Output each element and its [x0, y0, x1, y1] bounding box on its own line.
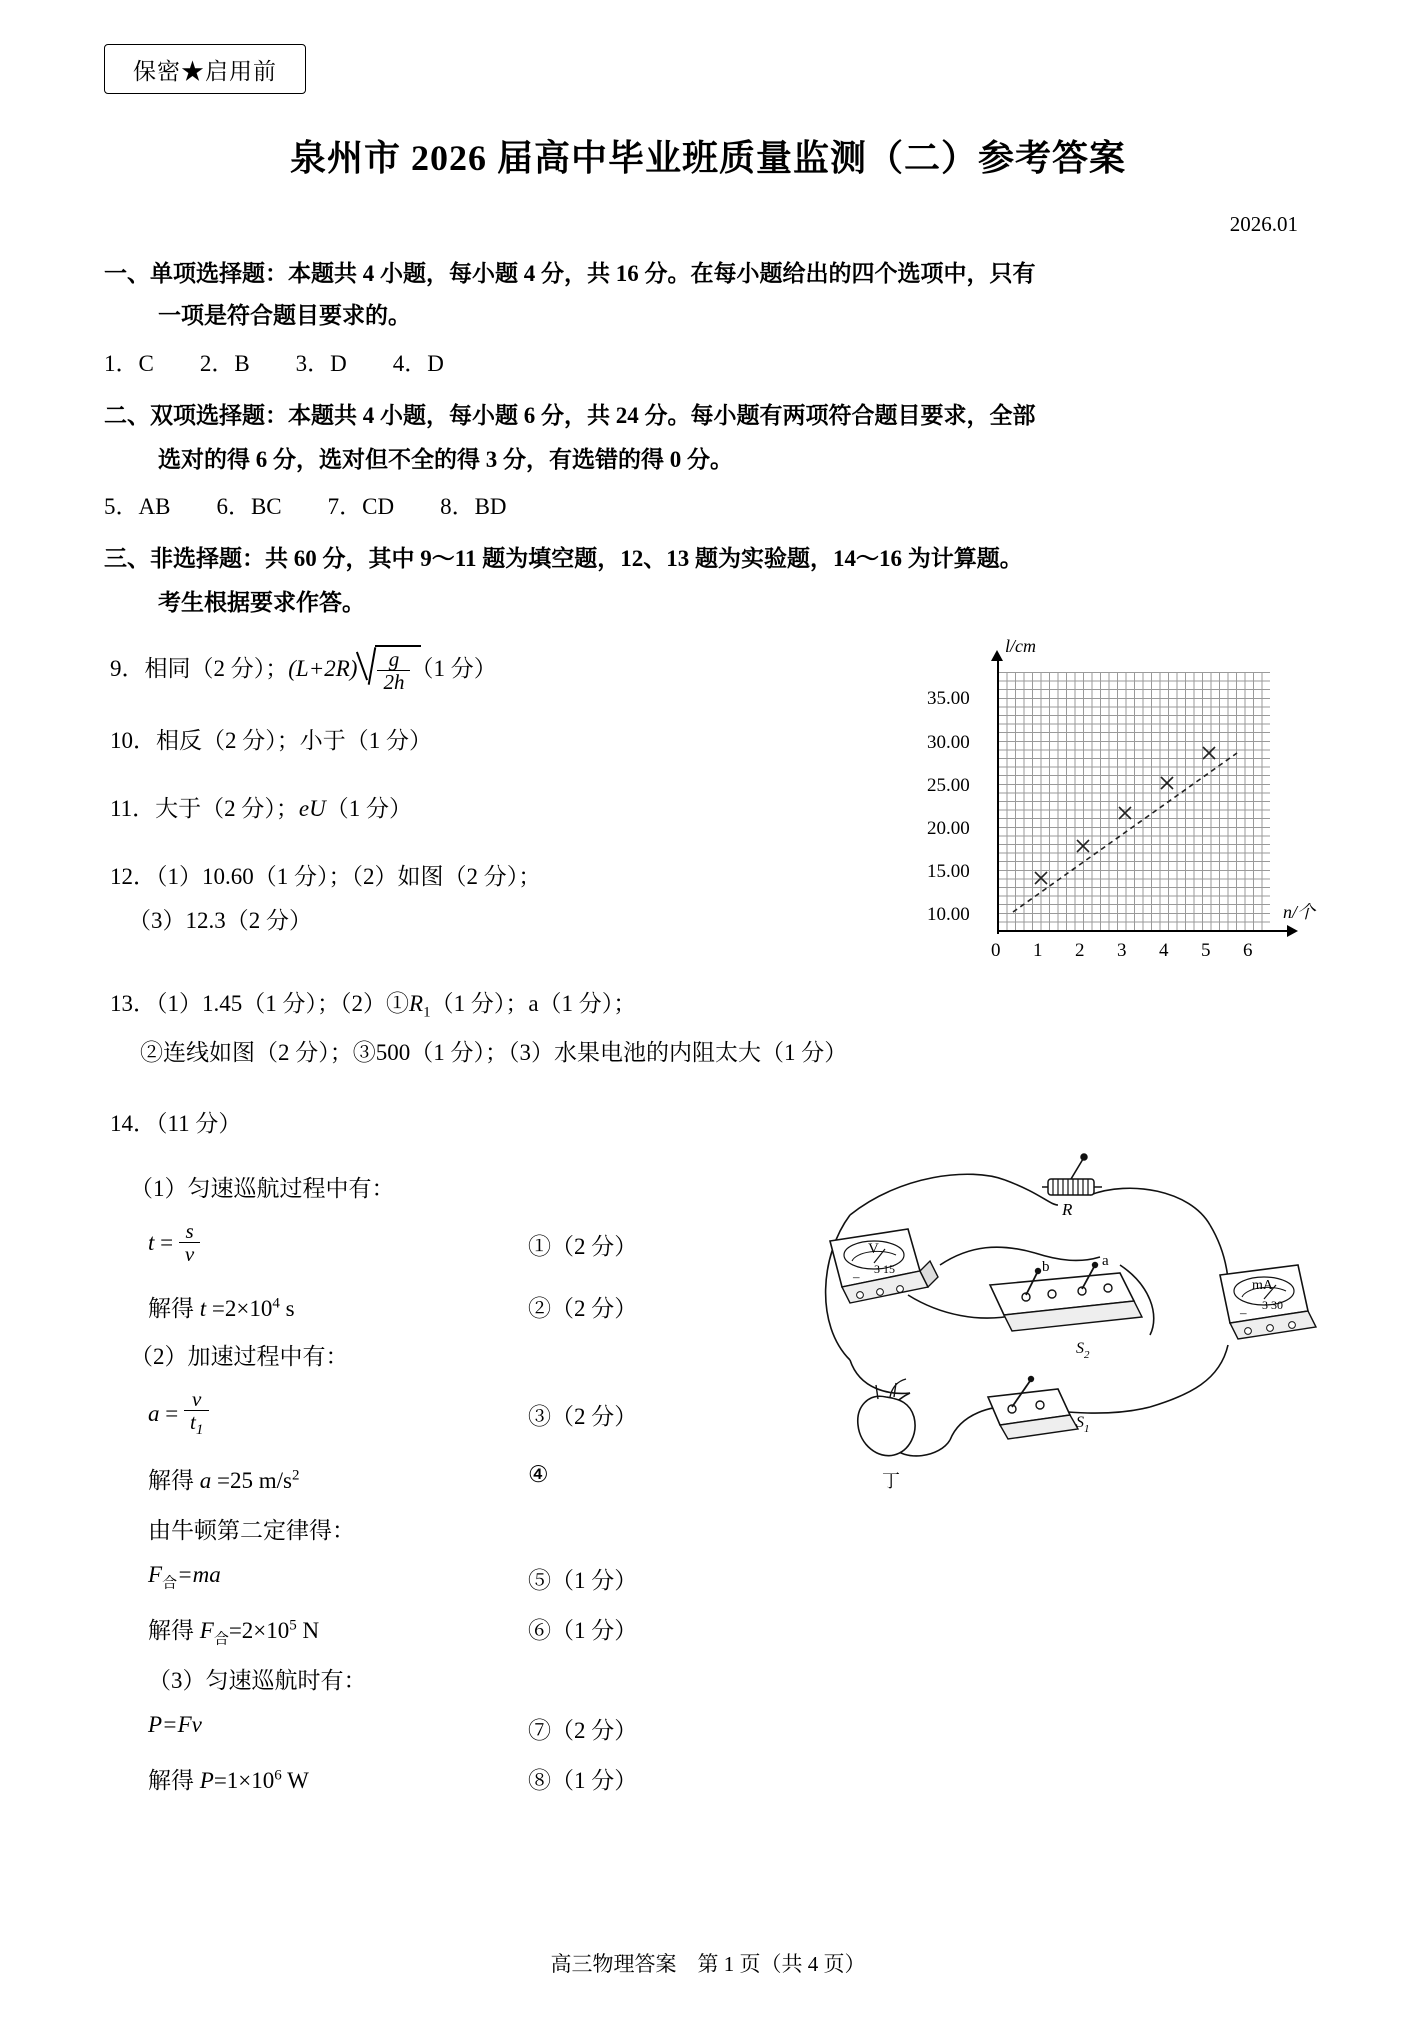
q14-eq3-rhs: =ma: [177, 1562, 221, 1587]
graph-ytick-3: 20.00: [927, 818, 970, 839]
q14-r4-P: P: [199, 1768, 214, 1793]
ammeter-scale: 3 30: [1262, 1298, 1283, 1312]
section1-answers: 1．C 2．B 3．D 4．D: [104, 351, 444, 376]
figure-length-vs-count: [905, 636, 1325, 1000]
q14-r3-c: =2×10: [228, 1618, 290, 1643]
graph-xtick-6: 6: [1243, 940, 1253, 961]
page-title: 泉州市 2026 届高中毕业班质量监测（二）参考答案: [289, 138, 1126, 178]
answer-q14-part2: （2）加速过程中有：: [130, 1344, 349, 1369]
graph-data-points: [1035, 747, 1215, 884]
answer-q10: 10．相反（2 分）；小于（1 分）: [110, 728, 432, 753]
q14-eq2-den-var: t: [189, 1410, 196, 1435]
graph-xtick-1: 1: [1033, 940, 1043, 961]
q9-score: （1 分）: [410, 655, 497, 681]
graph-ytick-1: 30.00: [927, 732, 970, 753]
q14-result-3: [148, 1612, 319, 1649]
q14-r1-d: s: [279, 1296, 295, 1321]
graph-ytick-5: 10.00: [927, 904, 970, 925]
section1-heading-line2: 一项是符合题目要求的。: [158, 303, 411, 328]
graph-xtick-0: 0: [991, 940, 1001, 961]
voltmeter-minus: –: [853, 1269, 860, 1284]
q14-r2-tag: ④: [528, 1462, 549, 1487]
q14-equation-2: a = $\frac{v}{t_1}$: [148, 1390, 209, 1441]
section2-answers: 5．AB 6．BC 7．CD 8．BD: [104, 494, 507, 519]
q14-equation-1: t = $\frac{s}{v}$: [148, 1222, 200, 1267]
graph-data-overlay: [905, 640, 1325, 1000]
q14-r2-var: a: [199, 1468, 212, 1493]
switch-s2: [990, 1262, 1142, 1331]
answer-q14-part4: （3）匀速巡航时有：: [148, 1668, 367, 1693]
q14-eq1-tag: ①（2 分）: [528, 1234, 638, 1259]
answer-q11: [110, 790, 412, 823]
q14-eq2-fraction: [184, 1388, 209, 1439]
q14-r3-tag: ⑥（1 分）: [528, 1618, 638, 1643]
graph-ytick-4: 15.00: [927, 861, 970, 882]
q13-symbol-R: R: [409, 991, 424, 1016]
q14-r1-c: =2×10: [206, 1296, 273, 1321]
q14-r1-var: t: [199, 1296, 207, 1321]
q14-eq3-tag: ⑤（1 分）: [528, 1568, 638, 1593]
q9-frac-numerator: g: [377, 648, 410, 671]
q11-text-b: （1 分）: [325, 796, 412, 821]
fruit-battery-label: 丁: [882, 1471, 900, 1491]
q9-frac-denominator: 2h: [383, 670, 405, 695]
switch-s2-label: $S_2$: [1076, 1340, 1090, 1361]
switch-s1-label: $S_1$: [1076, 1414, 1090, 1435]
q14-r2-c: =25 m/s: [211, 1468, 292, 1493]
q14-r3-d: N: [296, 1618, 320, 1643]
q14-part3-note: 由牛顿第二定律得：: [148, 1518, 355, 1543]
section2-heading-line1: 二、双项选择题：本题共 4 小题，每小题 6 分，共 24 分。每小题有两项符合题目要求，全部: [104, 403, 1036, 428]
section3-heading-line1: 三、非选择题：共 60 分，其中 9～11 题为填空题，12、13 题为实验题，14～16 为计算题。: [104, 546, 1023, 571]
q14-eq2-var: a: [148, 1400, 160, 1426]
rheostat: [1042, 1154, 1102, 1195]
fruit-battery: [858, 1379, 915, 1456]
terminal-b-label: b: [1042, 1259, 1050, 1275]
q14-r3-a: 解得: [148, 1618, 200, 1643]
q9-radical: [357, 645, 410, 695]
answer-q13-line1: [110, 985, 636, 1022]
q14-eq2-num: v: [184, 1388, 209, 1411]
section2-heading-line2: 选对的得 6 分，选对但不全的得 3 分，有选错的得 0 分。: [158, 447, 733, 472]
answer-q9: [110, 648, 497, 693]
section1-heading-line1: 一、单项选择题：本题共 4 小题，每小题 4 分，共 16 分。在每小题给出的四个选项中，只有: [104, 261, 1036, 286]
q14-r4-c: =1×10: [213, 1768, 275, 1793]
resistor-label: R: [1062, 1200, 1073, 1219]
q14-result-1: [148, 1290, 295, 1323]
graph-ylabel: l/cm: [1005, 636, 1036, 656]
q14-r2-sup: 2: [291, 1467, 300, 1484]
answer-q12-line2: （3）12.3（2 分）: [128, 908, 312, 933]
answer-q14-part1: （1）匀速巡航过程中有：: [130, 1176, 395, 1201]
answer-q14-title: 14．（11 分）: [110, 1111, 242, 1136]
exam-date: 2026.01: [1229, 212, 1298, 236]
q14-eq1-var: t: [148, 1229, 155, 1255]
graph-xtick-2: 2: [1075, 940, 1085, 961]
q14-eq1-fraction: [179, 1220, 200, 1265]
q14-result-2: [148, 1462, 299, 1495]
q11-text-a: 11．大于（2 分）；: [110, 796, 299, 821]
answer-q13-line2: ②连线如图（2 分）；③500（1 分）；（3）水果电池的内阻太大（1 分）: [140, 1040, 848, 1065]
q14-r1-a: 解得: [148, 1296, 200, 1321]
q14-eq3-sub: 合: [162, 1575, 178, 1592]
q14-r1-sup: 4: [272, 1295, 280, 1312]
q14-eq2-den: [184, 1411, 209, 1439]
switch-s1: [988, 1376, 1078, 1439]
q13-symbol-R-sub: 1: [423, 1004, 431, 1021]
q14-eq2-tag: ③（2 分）: [528, 1404, 638, 1429]
q14-r3-F: F: [199, 1618, 214, 1643]
voltmeter-scale: 3 15: [874, 1262, 895, 1276]
graph-xtick-5: 5: [1201, 940, 1211, 961]
q14-r4-d: W: [281, 1768, 309, 1793]
q9-text: 9．相同（2 分）；: [110, 655, 289, 681]
graph-xtick-3: 3: [1117, 940, 1127, 961]
q14-equation-3: [148, 1562, 221, 1593]
section3-heading-line2: 考生根据要求作答。: [158, 590, 365, 615]
q14-eq4-text: P=Fv: [148, 1712, 202, 1737]
q9-expression: (L+2R): [288, 655, 358, 681]
graph-xtick-4: 4: [1159, 940, 1169, 961]
circuit-svg: [790, 1145, 1350, 1535]
q14-r4-a: 解得: [148, 1768, 200, 1793]
graph-xlabel: n/个: [1283, 902, 1316, 922]
figure-circuit-diagram: [790, 1145, 1350, 1535]
q14-eq3-F: F: [148, 1562, 163, 1587]
graph-trendline: [1013, 753, 1237, 912]
q13-text-a: 13．（1）1.45（1 分）；（2）①: [110, 991, 409, 1016]
answer-q12-line1: 12．（1）10.60（1 分）；（2）如图（2 分）；: [110, 864, 542, 889]
q14-eq2-den-sub: 1: [195, 1422, 204, 1439]
q14-r4-tag: ⑧（1 分）: [528, 1768, 638, 1793]
q14-equation-4: [148, 1712, 202, 1738]
q14-eq1-num: s: [179, 1220, 200, 1243]
q14-r4-sup: 6: [274, 1767, 282, 1784]
q14-r2-a: 解得: [148, 1468, 200, 1493]
q14-eq1-den: v: [184, 1242, 195, 1267]
q11-symbol: eU: [298, 796, 326, 821]
terminal-a-label: a: [1102, 1253, 1109, 1269]
voltmeter-label: V: [868, 1241, 879, 1257]
confidential-stamp: 保密★启用前: [104, 44, 306, 94]
q14-r3-sub: 合: [213, 1631, 229, 1648]
q14-r3-sup: 5: [289, 1617, 297, 1634]
page-footer: 高三物理答案 第 1 页（共 4 页）: [550, 1952, 866, 1976]
q14-result-4: [148, 1762, 309, 1795]
q13-text-b: （1 分）；a（1 分）；: [430, 991, 637, 1016]
graph-ytick-0: 35.00: [927, 688, 970, 709]
ammeter-label: mA: [1252, 1278, 1273, 1293]
q14-r1-tag: ②（2 分）: [528, 1296, 638, 1321]
ammeter-minus: –: [1240, 1305, 1247, 1320]
graph-ytick-2: 25.00: [927, 775, 970, 796]
q14-eq4-tag: ⑦（2 分）: [528, 1718, 638, 1743]
